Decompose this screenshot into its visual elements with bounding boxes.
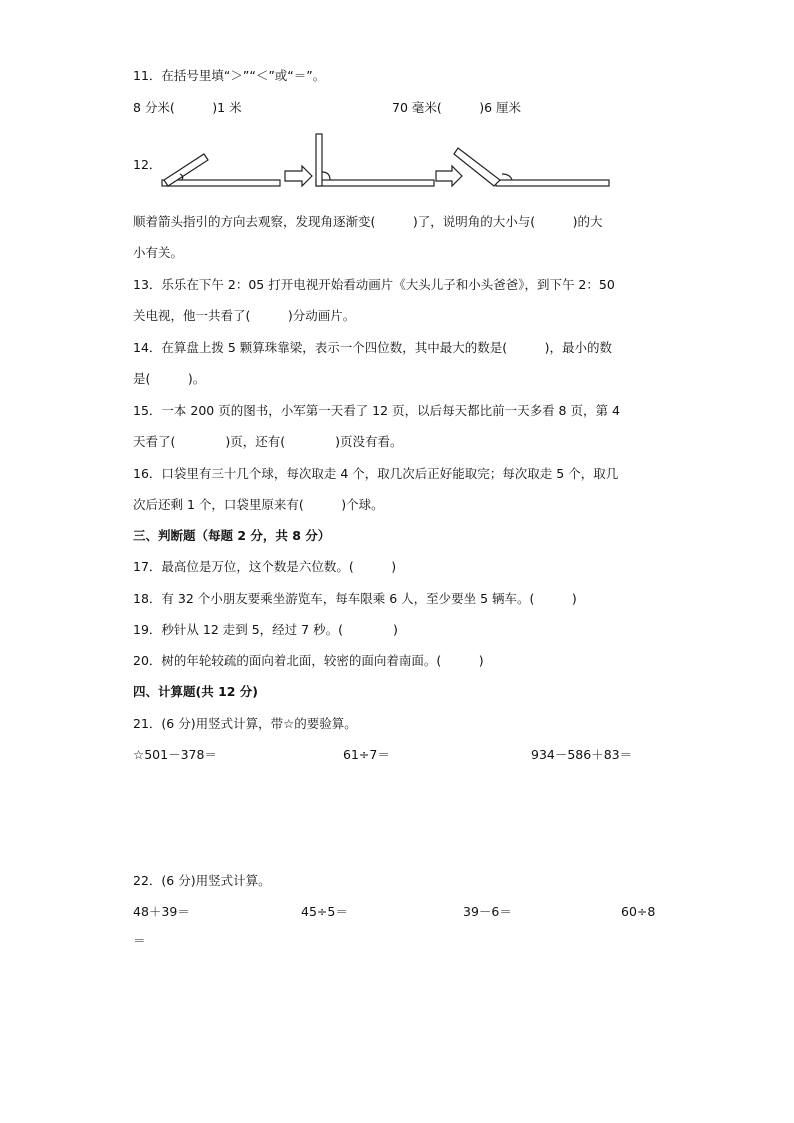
q16-line-2: 次后还剩 1 个，口袋里原来有( )个球。 [133, 497, 384, 512]
q21-expr-3: 934－586＋83＝ [531, 747, 633, 762]
angle-obtuse [454, 148, 609, 186]
q18-text: 18．有 32 个小朋友要乘坐游览车，每车限乘 6 人，至少要坐 5 辆车。( ) [133, 591, 577, 606]
q12-line-2: 小有关。 [133, 245, 184, 260]
angle-figure [160, 132, 620, 194]
q12-number: 12． [133, 157, 162, 172]
q19-text: 19．秒针从 12 走到 5，经过 7 秒。( ) [133, 622, 398, 637]
q15-line-2: 天看了( )页，还有( )页没有看。 [133, 434, 403, 449]
q16-line-1: 16．口袋里有三十几个球，每次取走 4 个，取几次后正好能取完；每次取走 5 个，取几 [133, 466, 619, 481]
q22-text: 22．(6 分)用竖式计算。 [133, 873, 271, 888]
q21-expr-2: 61÷7＝ [343, 747, 390, 762]
q13-line-1: 13．乐乐在下午 2：05 打开电视开始看动画片《大头儿子和小头爸爸》，到下午 2：50 [133, 277, 615, 292]
q11-item-1: 8 分米( )1 米 [133, 100, 242, 115]
arrow-right-icon [436, 166, 462, 186]
q14-line-2: 是( )。 [133, 371, 206, 386]
q22-expr-4: 60÷8 [621, 904, 656, 919]
q15-line-1: 15．一本 200 页的图书，小军第一天看了 12 页，以后每天都比前一天多看 8 页，第 4 [133, 403, 620, 418]
angle-right [316, 134, 434, 186]
section-3-title: 三、判断题（每题 2 分，共 8 分） [133, 528, 331, 543]
q11-text: 11．在括号里填“＞”“＜”或“＝”。 [133, 68, 326, 83]
q17-text: 17．最高位是万位，这个数是六位数。( ) [133, 559, 397, 574]
q21-expr-1: ☆501－378＝ [133, 747, 217, 762]
q11-item-2: 70 毫米( )6 厘米 [392, 100, 522, 115]
q22-expr-3: 39－6＝ [463, 904, 512, 919]
angle-small [162, 154, 280, 186]
q22-expr-1: 48＋39＝ [133, 904, 190, 919]
q13-line-2: 关电视，他一共看了( )分动画片。 [133, 308, 356, 323]
q22-expr-4-equals: ＝ [133, 933, 146, 948]
q20-text: 20．树的年轮较疏的面向着北面，较密的面向着南面。( ) [133, 653, 484, 668]
section-4-title: 四、计算题(共 12 分) [133, 684, 259, 699]
q21-text: 21．(6 分)用竖式计算，带☆的要验算。 [133, 716, 357, 731]
q12-line-1: 顺着箭头指引的方向去观察，发现角逐渐变( )了，说明角的大小与( )的大 [133, 214, 603, 229]
q14-line-1: 14．在算盘上拨 5 颗算珠靠梁，表示一个四位数，其中最大的数是( )，最小的数 [133, 340, 613, 355]
q22-expr-2: 45÷5＝ [301, 904, 348, 919]
arrow-right-icon [285, 166, 312, 186]
